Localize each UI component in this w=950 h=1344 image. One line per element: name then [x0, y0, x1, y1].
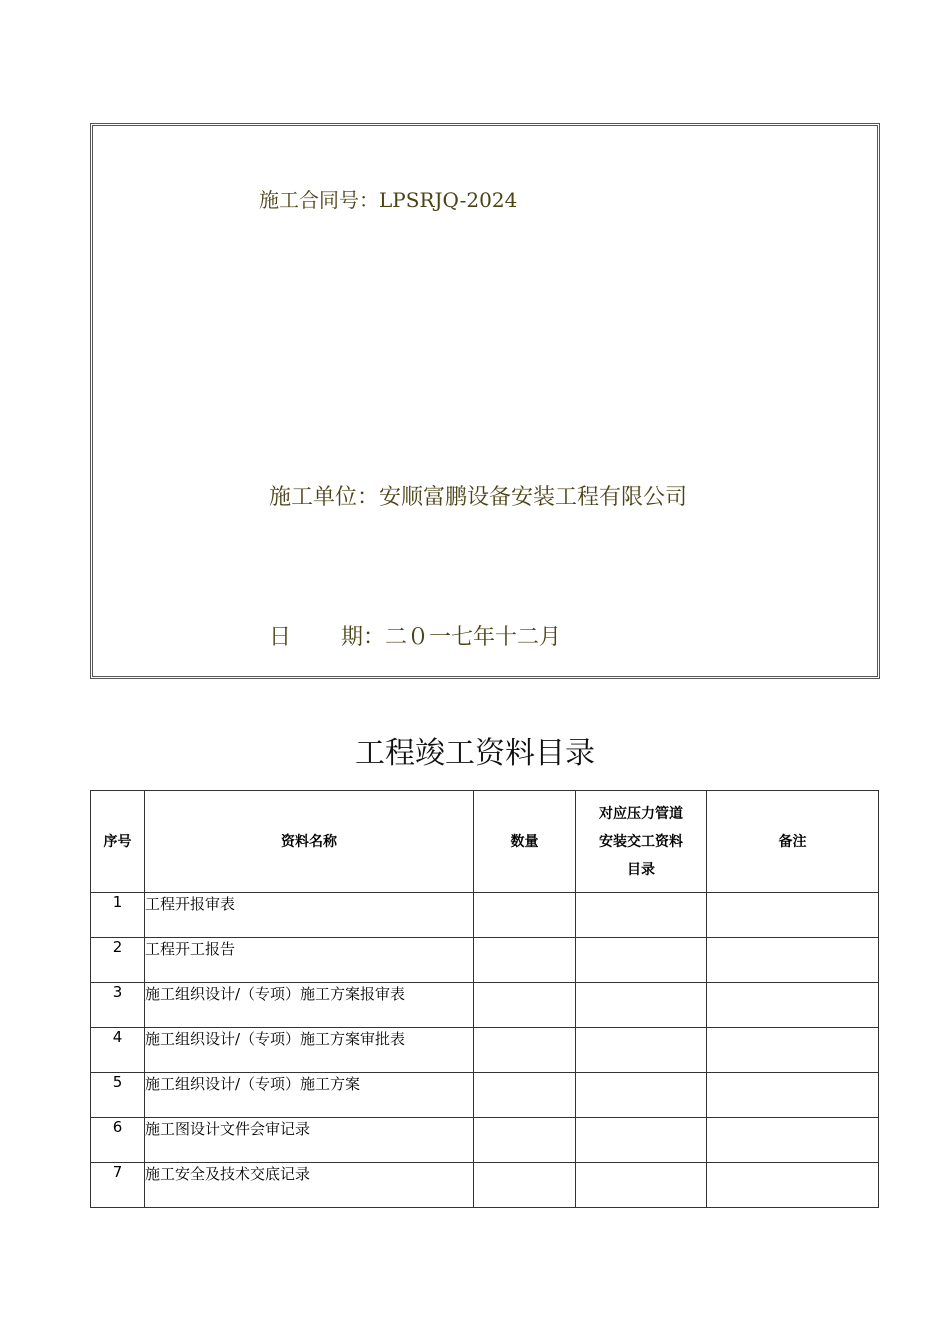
table-row: [91, 1118, 879, 1163]
row-document-name: 施工组织设计/（专项）施工方案: [145, 1073, 474, 1118]
row-document-name: 工程开报审表: [145, 893, 474, 938]
header-ref-line-1: 对应压力管道: [599, 805, 683, 822]
row-qty-cell: [474, 1163, 576, 1208]
header-seq: 序号: [91, 791, 145, 893]
row-number: 7: [91, 1163, 145, 1208]
toc-title: 工程竣工资料目录: [355, 736, 595, 771]
row-document-name: 工程开工报告: [145, 938, 474, 983]
table-row: [91, 1163, 879, 1208]
toc-table: [90, 790, 879, 1208]
row-number: 1: [91, 893, 145, 938]
row-ref-cell: [576, 938, 707, 983]
row-document-name: 施工安全及技术交底记录: [145, 1163, 474, 1208]
row-qty-cell: [474, 938, 576, 983]
contract-number: 施工合同号：LPSRJQ-2024: [259, 188, 518, 212]
date-label-first: 日: [269, 625, 292, 650]
date-line: [269, 620, 561, 651]
row-remark-cell: [707, 1118, 879, 1163]
row-remark-cell: [707, 1073, 879, 1118]
table-row: [91, 1028, 879, 1073]
row-number: 4: [91, 1028, 145, 1073]
row-remark-cell: [707, 938, 879, 983]
row-number: 2: [91, 938, 145, 983]
row-qty-cell: [474, 983, 576, 1028]
table-header-row: [91, 791, 879, 893]
header-name: 资料名称: [145, 791, 474, 893]
date-label-rest: 期：二０一七年十二月: [341, 625, 562, 650]
row-document-name: 施工组织设计/（专项）施工方案报审表: [145, 983, 474, 1028]
row-ref-cell: [576, 1118, 707, 1163]
header-remark: 备注: [707, 791, 879, 893]
construction-unit: 施工单位：安顺富鹏设备安装工程有限公司: [269, 485, 688, 510]
table-row: [91, 983, 879, 1028]
header-ref-line-2: 安装交工资料: [599, 833, 683, 850]
row-remark-cell: [707, 983, 879, 1028]
row-qty-cell: [474, 1073, 576, 1118]
row-qty-cell: [474, 1118, 576, 1163]
header-ref-line-3: 目录: [627, 861, 655, 878]
row-document-name: 施工组织设计/（专项）施工方案审批表: [145, 1028, 474, 1073]
row-ref-cell: [576, 1163, 707, 1208]
row-ref-cell: [576, 1073, 707, 1118]
row-number: 3: [91, 983, 145, 1028]
cover-frame: [90, 123, 880, 679]
header-ref: [576, 791, 707, 893]
table-row: [91, 1073, 879, 1118]
row-ref-cell: [576, 893, 707, 938]
row-remark-cell: [707, 893, 879, 938]
table-row: [91, 893, 879, 938]
row-ref-cell: [576, 983, 707, 1028]
row-document-name: 施工图设计文件会审记录: [145, 1118, 474, 1163]
table-row: [91, 938, 879, 983]
row-ref-cell: [576, 1028, 707, 1073]
row-remark-cell: [707, 1163, 879, 1208]
row-qty-cell: [474, 1028, 576, 1073]
row-remark-cell: [707, 1028, 879, 1073]
row-number: 5: [91, 1073, 145, 1118]
row-qty-cell: [474, 893, 576, 938]
header-qty: 数量: [474, 791, 576, 893]
row-number: 6: [91, 1118, 145, 1163]
